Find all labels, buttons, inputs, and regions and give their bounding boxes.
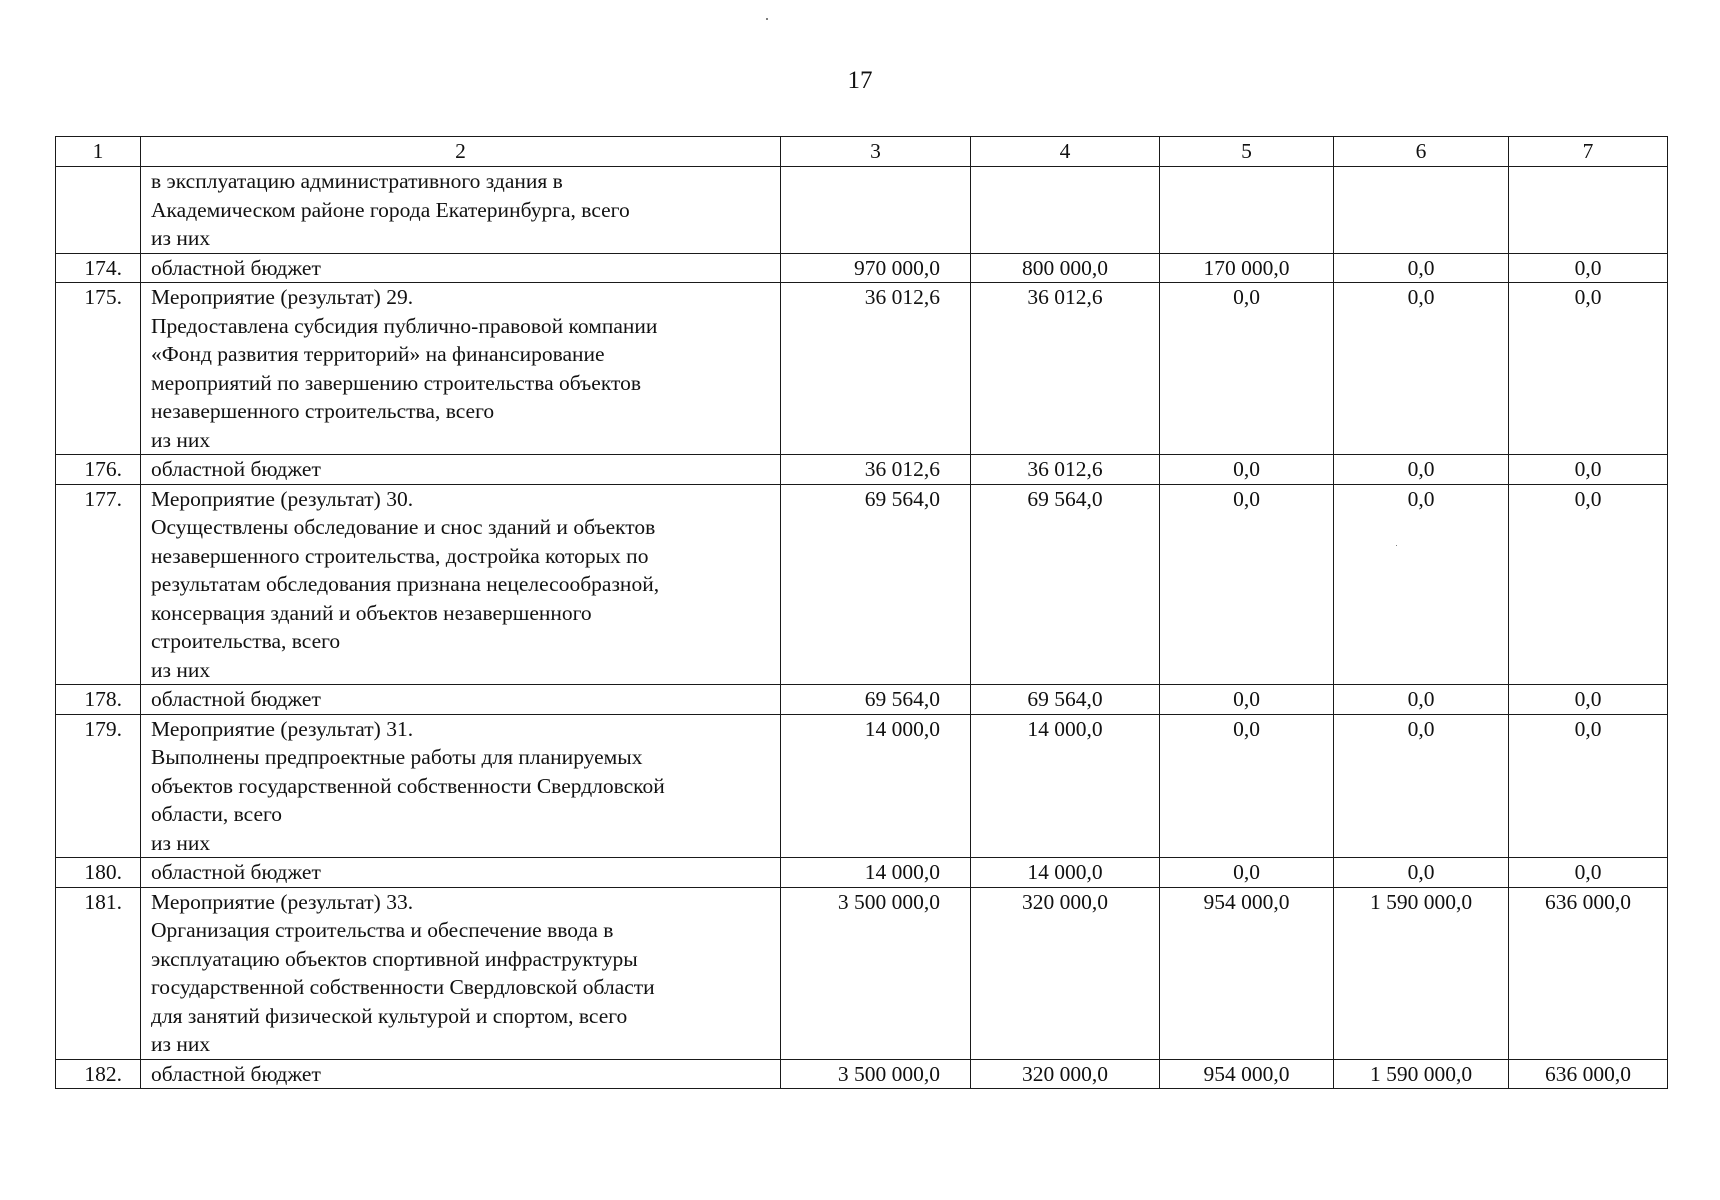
value-cell-col7: 0,0 <box>1509 455 1668 485</box>
value-cell-col6: 1 590 000,0 <box>1334 1059 1509 1089</box>
row-description: областной бюджет <box>141 685 781 715</box>
column-header: 2 <box>141 137 781 167</box>
value-cell-col7: 0,0 <box>1509 484 1668 685</box>
table-row <box>56 167 1668 254</box>
table-row <box>56 253 1668 283</box>
value-cell-col7: 0,0 <box>1509 714 1668 858</box>
row-number: 182. <box>56 1059 141 1089</box>
value-cell-col6: 0,0 <box>1334 283 1509 455</box>
column-header: 6 <box>1334 137 1509 167</box>
value-cell-col4: 800 000,0 <box>971 253 1160 283</box>
value-cell-col6: 0,0 <box>1334 253 1509 283</box>
row-description: Мероприятие (результат) 33. Организация строительства и обеспечение ввода в эксплуатацию объектов спортивной инфраструктуры государственной собственности Свердловской области для занятий физической культурой и спортом, всего из них <box>141 887 781 1059</box>
table-row <box>56 1059 1668 1089</box>
value-cell-col6: 0,0 <box>1334 455 1509 485</box>
table-row <box>56 484 1668 685</box>
row-number: 176. <box>56 455 141 485</box>
value-cell-col3: 14 000,0 <box>781 858 971 888</box>
value-cell-col4: 14 000,0 <box>971 858 1160 888</box>
row-number: 174. <box>56 253 141 283</box>
value-cell-col7: 636 000,0 <box>1509 887 1668 1059</box>
value-cell-col5: 954 000,0 <box>1160 1059 1334 1089</box>
row-description: Мероприятие (результат) 29. Предоставлена субсидия публично-правовой компании «Фонд развития территорий» на финансирование мероприятий по завершению строительства объектов незавершенного строительства, всего из них <box>141 283 781 455</box>
row-number: 179. <box>56 714 141 858</box>
table-row <box>56 858 1668 888</box>
budget-table <box>55 136 1668 1089</box>
column-header: 3 <box>781 137 971 167</box>
row-description: в эксплуатацию административного здания в Академическом районе города Екатеринбурга, всего из них <box>141 167 781 254</box>
value-cell-col3: 36 012,6 <box>781 455 971 485</box>
column-header: 1 <box>56 137 141 167</box>
value-cell-col3: 69 564,0 <box>781 484 971 685</box>
value-cell-col6: 0,0 <box>1334 858 1509 888</box>
value-cell-col6: 0,0 <box>1334 714 1509 858</box>
column-header: 5 <box>1160 137 1334 167</box>
value-cell-col5: 0,0 <box>1160 484 1334 685</box>
scan-speck <box>766 18 768 20</box>
table-row <box>56 887 1668 1059</box>
value-cell-col3: 3 500 000,0 <box>781 1059 971 1089</box>
row-number <box>56 167 141 254</box>
row-description: областной бюджет <box>141 455 781 485</box>
value-cell-col5: 0,0 <box>1160 714 1334 858</box>
table-row <box>56 455 1668 485</box>
value-cell-col4: 320 000,0 <box>971 887 1160 1059</box>
value-cell-col7: 0,0 <box>1509 283 1668 455</box>
row-description: Мероприятие (результат) 30. Осуществлены обследование и снос зданий и объектов незавершенного строительства, достройка которых по результатам обследования признана нецелесообразной, консервация зданий и объектов незавершенного строительства, всего из них <box>141 484 781 685</box>
row-number: 175. <box>56 283 141 455</box>
value-cell-col4: 69 564,0 <box>971 484 1160 685</box>
value-cell-col5: 0,0 <box>1160 283 1334 455</box>
row-number: 178. <box>56 685 141 715</box>
value-cell-col5: 0,0 <box>1160 858 1334 888</box>
value-cell-col7: 0,0 <box>1509 253 1668 283</box>
table-header-row <box>56 137 1668 167</box>
value-cell-col4: 320 000,0 <box>971 1059 1160 1089</box>
value-cell-col7: 0,0 <box>1509 685 1668 715</box>
table-row <box>56 685 1668 715</box>
table-row <box>56 283 1668 455</box>
value-cell-col5: 170 000,0 <box>1160 253 1334 283</box>
value-cell-col5 <box>1160 167 1334 254</box>
value-cell-col6: 1 590 000,0 <box>1334 887 1509 1059</box>
value-cell-col6 <box>1334 167 1509 254</box>
value-cell-col3: 3 500 000,0 <box>781 887 971 1059</box>
row-description: областной бюджет <box>141 253 781 283</box>
page-number: 17 <box>847 67 873 94</box>
column-header: 4 <box>971 137 1160 167</box>
value-cell-col4 <box>971 167 1160 254</box>
value-cell-col4: 69 564,0 <box>971 685 1160 715</box>
row-description: областной бюджет <box>141 1059 781 1089</box>
row-number: 181. <box>56 887 141 1059</box>
value-cell-col3: 14 000,0 <box>781 714 971 858</box>
value-cell-col3: 69 564,0 <box>781 685 971 715</box>
value-cell-col3: 36 012,6 <box>781 283 971 455</box>
value-cell-col3 <box>781 167 971 254</box>
value-cell-col5: 0,0 <box>1160 455 1334 485</box>
row-description: областной бюджет <box>141 858 781 888</box>
value-cell-col7 <box>1509 167 1668 254</box>
row-number: 180. <box>56 858 141 888</box>
table-row <box>56 714 1668 858</box>
value-cell-col7: 0,0 <box>1509 858 1668 888</box>
value-cell-col4: 14 000,0 <box>971 714 1160 858</box>
value-cell-col5: 954 000,0 <box>1160 887 1334 1059</box>
row-number: 177. <box>56 484 141 685</box>
value-cell-col6: 0,0 <box>1334 685 1509 715</box>
value-cell-col5: 0,0 <box>1160 685 1334 715</box>
value-cell-col4: 36 012,6 <box>971 283 1160 455</box>
value-cell-col3: 970 000,0 <box>781 253 971 283</box>
row-description: Мероприятие (результат) 31. Выполнены предпроектные работы для планируемых объектов государственной собственности Свердловской области, всего из них <box>141 714 781 858</box>
value-cell-col7: 636 000,0 <box>1509 1059 1668 1089</box>
value-cell-col6: 0,0 <box>1334 484 1509 685</box>
column-header: 7 <box>1509 137 1668 167</box>
value-cell-col4: 36 012,6 <box>971 455 1160 485</box>
